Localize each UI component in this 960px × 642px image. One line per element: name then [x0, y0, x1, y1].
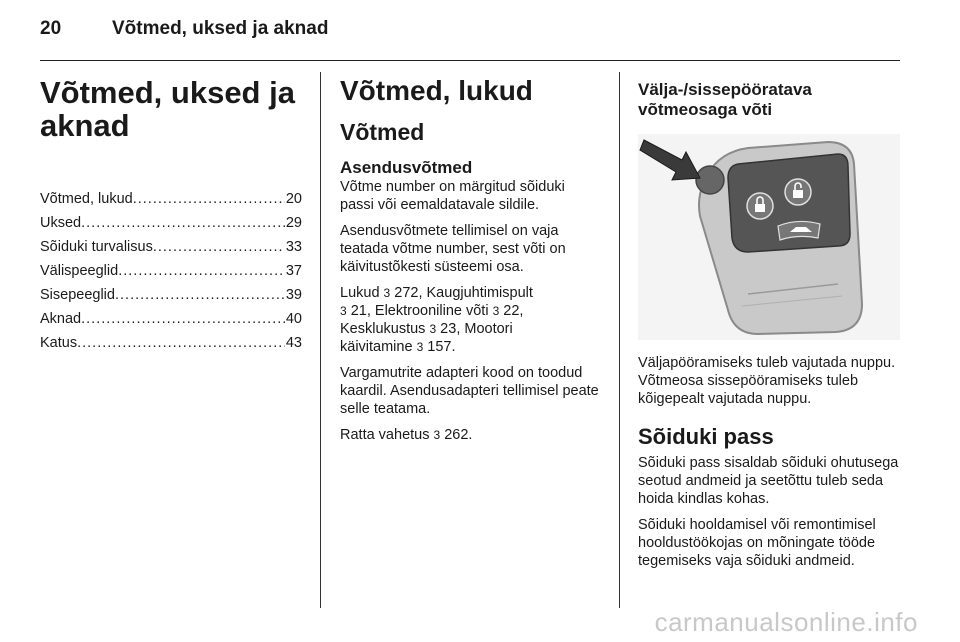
toc-entry[interactable]: Uksed ..... 29: [40, 211, 302, 235]
toc-entry[interactable]: Katus ..... 43: [40, 331, 302, 355]
toc-entry[interactable]: Sisepeeglid ..... 39: [40, 283, 302, 307]
paragraph: Sõiduki hooldamisel või remontimisel hooldustöökojas on mõningate tööde tegemiseks vaja sõiduki andmeid.: [638, 517, 876, 569]
page-number: 20: [40, 18, 62, 39]
vehicle-pass-title: Sõiduki pass: [638, 424, 774, 449]
column-divider-1: [320, 72, 321, 608]
xref-link[interactable]: 23, Mootori: [436, 321, 513, 337]
table-of-contents: [40, 187, 302, 355]
paragraph: Võtme number on märgitud sõiduki passi või eemaldatavale sildile.: [340, 179, 565, 213]
xref-arrow-icon: 3: [492, 304, 500, 318]
xref-link[interactable]: 262.: [440, 427, 473, 443]
paragraph: Sõiduki pass sisaldab sõiduki ohutusega seotud andmeid ja seetõttu tuleb seda hoida kindlas kohas.: [638, 455, 899, 507]
paragraph: Asendusvõtmete tellimisel on vaja teatada võtme number, sest võti on käivitustõkesti süsteemi osa.: [340, 223, 566, 275]
topic-title: Asendusvõtmed: [340, 158, 473, 177]
image-caption: Väljapööramiseks tuleb vajutada nuppu. Võtmeosa sissepööramiseks tuleb kõigepealt vajutada nuppu.: [638, 355, 896, 407]
xref-arrow-icon: 3: [433, 428, 441, 442]
toc-entry[interactable]: Aknad ..... 40: [40, 307, 302, 331]
image-title: Välja-/sissepööratava võtmeosaga võti: [638, 80, 812, 119]
flip-key-illustration: [638, 134, 900, 340]
cross-reference-paragraph: Lukud 3 272, Kaugjuhtimispult 3 21, Elektrooniline võti 3 22, Kesklukustus 3 23, Mootori käivitamine 3 157.: [340, 285, 533, 355]
chapter-title: Võtmed, uksed ja aknad: [40, 75, 295, 143]
xref-arrow-icon: 3: [429, 322, 437, 336]
chapter-column: [40, 76, 302, 355]
toc-entry[interactable]: Võtmed, lukud ..... 20: [40, 187, 302, 211]
xref-link[interactable]: 22,: [499, 303, 524, 319]
paragraph: Vargamutrite adapteri kood on toodud kaardil. Asendusadapteri tellimisel peate selle teatama.: [340, 365, 599, 417]
flip-key-icon: [638, 134, 900, 340]
xref-link[interactable]: 21, Elektrooniline võti: [346, 303, 493, 319]
xref-arrow-icon: 3: [340, 304, 347, 318]
section-title: Võtmed, lukud: [340, 75, 533, 106]
watermark: carmanualsonline.info: [654, 607, 918, 637]
column-divider-2: [619, 72, 620, 608]
key-detail-column: [638, 80, 902, 570]
xref-link[interactable]: 272, Kaugjuhtimispult: [390, 285, 533, 301]
subsection-title: Võtmed: [340, 119, 425, 145]
running-title: Võtmed, uksed ja aknad: [112, 18, 329, 39]
cross-reference-paragraph: Ratta vahetus 3 262.: [340, 427, 473, 443]
xref-arrow-icon: 3: [383, 286, 391, 300]
toc-entry[interactable]: Sõiduki turvalisus ..... 33: [40, 235, 302, 259]
xref-arrow-icon: 3: [416, 340, 424, 354]
toc-entry[interactable]: Välispeeglid ..... 37: [40, 259, 302, 283]
header-rule: [40, 60, 900, 61]
page-header: [40, 18, 920, 48]
keys-column: [340, 76, 602, 444]
xref-link[interactable]: 157.: [423, 339, 456, 355]
